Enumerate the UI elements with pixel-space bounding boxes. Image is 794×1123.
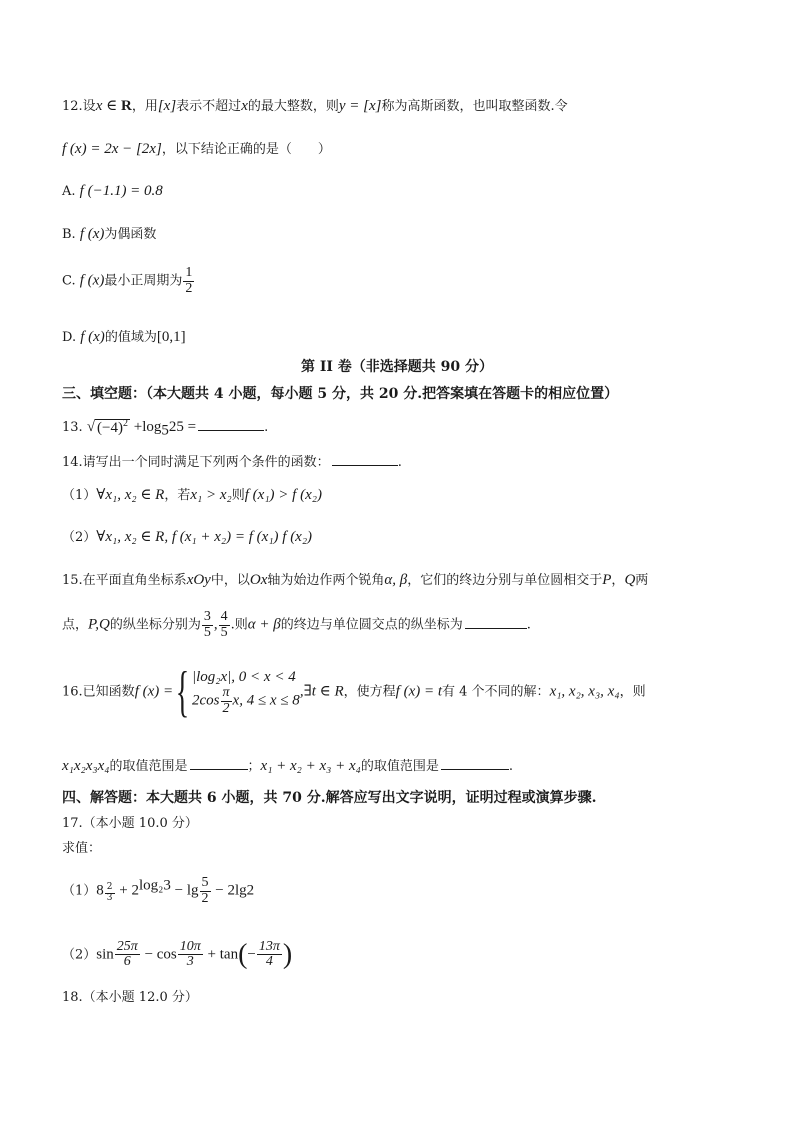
q13-sqrt: √ $(-4)^2$ — [86, 418, 128, 437]
q17-ask: 求值： — [62, 841, 102, 856]
option-label: B. — [62, 227, 80, 242]
option-math: f (x) — [80, 329, 105, 345]
option-label: C. — [62, 273, 80, 289]
q12-option-b — [62, 225, 156, 243]
fraction-3-5: $\frac{3}{5}$ — [203, 609, 211, 640]
q14-text: 14.请写出一个同时满足下列两个条件的函数： — [62, 455, 330, 470]
q13: 13. √ $(-4)^2 +\log_525$ = . — [62, 418, 269, 439]
q18-head: 18.（本小题 12.0 分） — [62, 990, 198, 1005]
option-range: [0,1] — [156, 329, 186, 345]
q12-text-j: 称为高斯函数，也叫取整函数.令 — [381, 99, 568, 114]
section-4-heading: 四、解答题：本大题共 6 小题，共 70 分.解答应写出文字说明，证明过程或演算步骤. — [62, 790, 597, 806]
q14-condition-2: （2）∀x₁, x₂ ∈ R, f (x₁ + x₂) = f (x₁) f (x₂) — [62, 529, 313, 545]
q12-text-f: 表示不超过 — [176, 99, 242, 114]
fraction-5-2: $\frac{5}{2}$ — [201, 875, 209, 906]
q12-option-a — [62, 182, 163, 200]
exponent-fraction: 2 3 — [106, 882, 113, 903]
q12-question: ，以下结论正确的是（ ） — [161, 142, 331, 157]
option-label: A. — [62, 184, 80, 199]
section-3-heading: 三、填空题：（本大题共 4 小题，每小题 5 分，共 20 分.把答案填在答题卡的相应位置） — [62, 386, 619, 402]
q12-var-x2: x — [241, 98, 248, 114]
q16-line2: x₁x₂x₃x₄的取值范围是 ；x₁ + x₂ + x₃ + x₄的取值范围是 . — [62, 758, 514, 774]
fraction-25pi-6: $\frac{25\pi}{6}$ — [116, 938, 138, 970]
q13-label: 13. — [62, 420, 87, 435]
q12-text-h: 的最大整数，则 — [247, 99, 339, 114]
option-math: f (x) — [79, 226, 105, 242]
q16-product-blank[interactable] — [190, 757, 248, 770]
q14-answer-blank[interactable] — [332, 453, 398, 466]
fraction-10pi-3: $\frac{10\pi}{3}$ — [179, 938, 201, 970]
q14: 14.请写出一个同时满足下列两个条件的函数： . — [62, 455, 402, 470]
section-2-title: 第 II 卷（非选择题共 90 分） — [300, 359, 494, 375]
q16-sum-blank[interactable] — [441, 757, 509, 770]
q12-option-c — [62, 266, 195, 296]
option-text: 最小正周期为 — [104, 273, 183, 289]
left-brace: { — [175, 660, 190, 723]
q17-head: 17.（本小题 10.0 分） — [62, 816, 198, 831]
q12-line1 — [62, 97, 568, 115]
option-math: f (−1.1) = 0.8 — [79, 183, 163, 199]
q12-var-x: x — [95, 98, 103, 114]
q13-log-base: 5 — [161, 422, 169, 439]
q17-part1: （1）8 $^{\frac{2}{3}}$ + $2^{log_23} - \lg$ $\frac{5}{2}$ − 2lg2 — [62, 875, 255, 906]
q12-option-d — [62, 328, 186, 346]
q12-prefix: 12.设 — [62, 99, 96, 114]
q12-function-def: f (x) = 2x − [2x] — [62, 141, 162, 157]
q12-gauss: y = [x] — [338, 98, 382, 114]
q13-rest: 25 = — [168, 419, 197, 435]
q14-condition-1: （1）∀x₁, x₂ ∈ R，若x₁ > x₂则f (x₁) > f (x₂) — [62, 487, 322, 503]
option-math: f (x) — [79, 272, 105, 289]
q15-line2: 点，P,Q的纵坐标分别为 $\frac{3}{5}$ , $\frac{4}{5}$ .则α + β的终边与单位圆交点的纵坐标为 . — [62, 609, 531, 640]
piecewise-cases: |log₂x|, 0 < x < 4 2cos $\frac{\pi}{2}$ x, 4 ≤ x ≤ 8 — [192, 669, 300, 716]
half-fraction: $\frac{1}{2}$ — [185, 265, 193, 296]
q17-part2: （2）sin $\frac{25\pi}{6}$ − cos $\frac{10\pi}{3}$ + tan(− $\frac{13\pi}{4}$ ) — [62, 938, 293, 970]
q13-answer-blank[interactable] — [198, 418, 264, 431]
q16-line1: 16.已知函数f (x) ={ |log₂x|, 0 < x < 4 2cos $\frac{\pi}{2}$ x, 4 ≤ x ≤ 8 ,∃t ∈ R，使方程f (x) = t有 4 个不同的解：x₁, x₂, x₃, x₄，则 — [62, 660, 646, 723]
q12-line2 — [62, 140, 331, 158]
q12-reals: R — [120, 98, 132, 114]
q15-answer-blank[interactable] — [465, 616, 527, 629]
fraction-4-5: $\frac{4}{5}$ — [220, 609, 228, 640]
fraction-13pi-4: $\frac{13\pi}{4}$ — [258, 938, 280, 970]
option-text: 为偶函数 — [104, 227, 157, 242]
q15-line1: 15.在平面直角坐标系xOy中，以Ox轴为始边作两个锐角α, β，它们的终边分别与单位圆相交于P，Q两 — [62, 572, 649, 588]
q12-in: ∈ — [102, 98, 121, 114]
q13-log: +log — [130, 419, 162, 435]
q12-bracket-x: [x] — [157, 98, 177, 114]
option-text: 的值域为 — [104, 330, 157, 345]
option-label: D. — [62, 330, 81, 345]
q12-text-d: ，用 — [131, 99, 158, 114]
